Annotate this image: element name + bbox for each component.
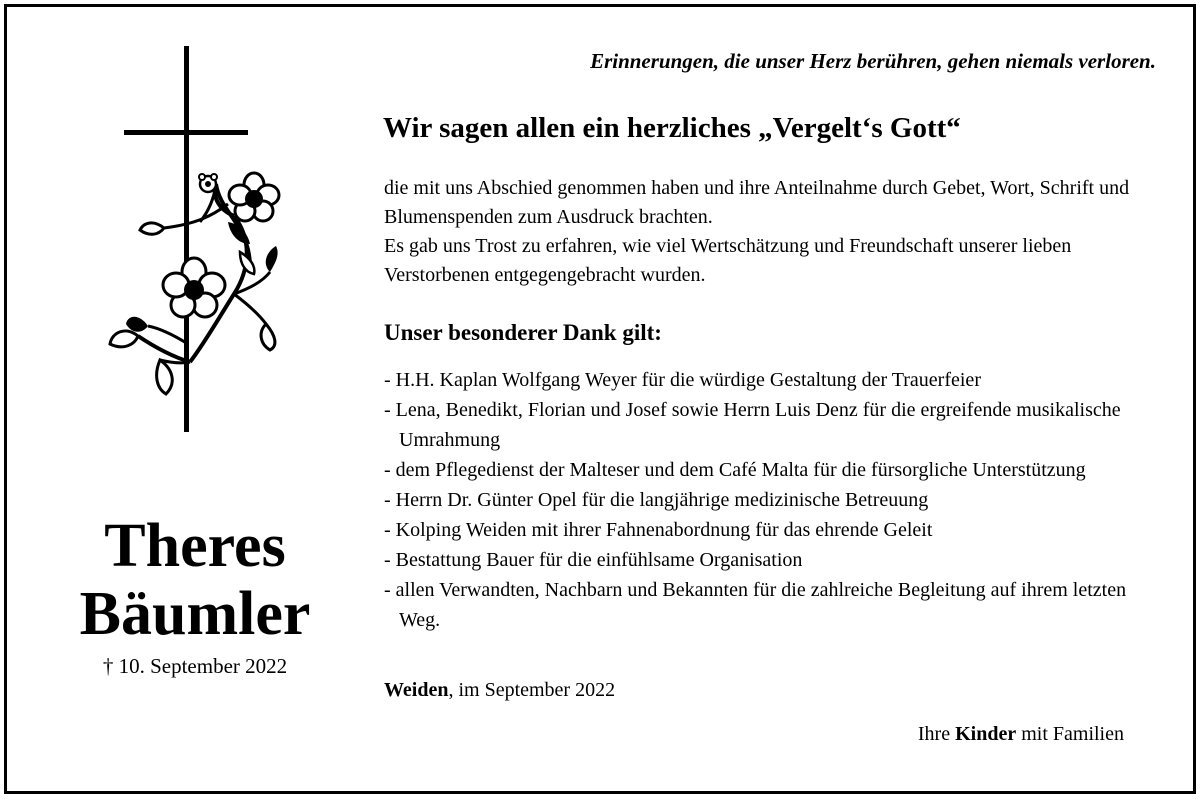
thanks-list: [384, 365, 1144, 635]
list-item: - Kolping Weiden mit ihrer Fahnenabordnung für das ehrende Geleit: [384, 519, 933, 541]
memorial-quote: Erinnerungen, die unser Herz berühren, gehen niemals verloren.: [590, 49, 1156, 73]
thanks-heading: Wir sagen allen ein herzliches „Vergelt‘s Gott“: [383, 112, 961, 144]
signature-pre: Ihre: [917, 723, 956, 745]
signature-post: mit Familien: [1016, 723, 1124, 745]
death-date: † 10. September 2022: [102, 654, 288, 678]
list-item: - Lena, Benedikt, Florian und Josef sowie Herrn Luis Denz für die ergreifende musikalische Umrahmung: [384, 399, 1121, 451]
place-and-date: [384, 679, 615, 702]
list-item: - H.H. Kaplan Wolfgang Weyer für die würdige Gestaltung der Trauerfeier: [384, 369, 981, 391]
list-item: - Herrn Dr. Günter Opel für die langjährige medizinische Betreuung: [384, 489, 929, 511]
intro-paragraph: Es gab uns Trost zu erfahren, wie viel Wertschätzung und Freundschaft unserer lieben Verstorbenen entgegengebracht wurden.: [384, 235, 1072, 286]
deceased-last-name: Bäumler: [79, 580, 311, 648]
cross-with-flowers-icon: [100, 44, 300, 436]
place-city: Weiden: [384, 679, 449, 701]
list-item: - dem Pflegedienst der Malteser und dem Café Malta für die fürsorgliche Unterstützung: [384, 459, 1086, 481]
deceased-first-name: Theres: [104, 512, 286, 580]
list-item: - allen Verwandten, Nachbarn und Bekannten für die zahlreiche Begleitung auf ihrem letzten Weg.: [384, 579, 1127, 631]
place-date: , im September 2022: [448, 679, 616, 701]
special-thanks-heading: Unser besonderer Dank gilt:: [384, 320, 662, 345]
intro-paragraph: die mit uns Abschied genommen haben und ihre Anteilnahme durch Gebet, Wort, Schrift und Blumenspenden zum Ausdruck brachten.: [384, 177, 1130, 228]
signature-bold: Kinder: [955, 723, 1017, 745]
list-item: - Bestattung Bauer für die einfühlsame Organisation: [384, 549, 803, 571]
signature: [918, 723, 1124, 746]
intro-text: [384, 174, 1144, 290]
